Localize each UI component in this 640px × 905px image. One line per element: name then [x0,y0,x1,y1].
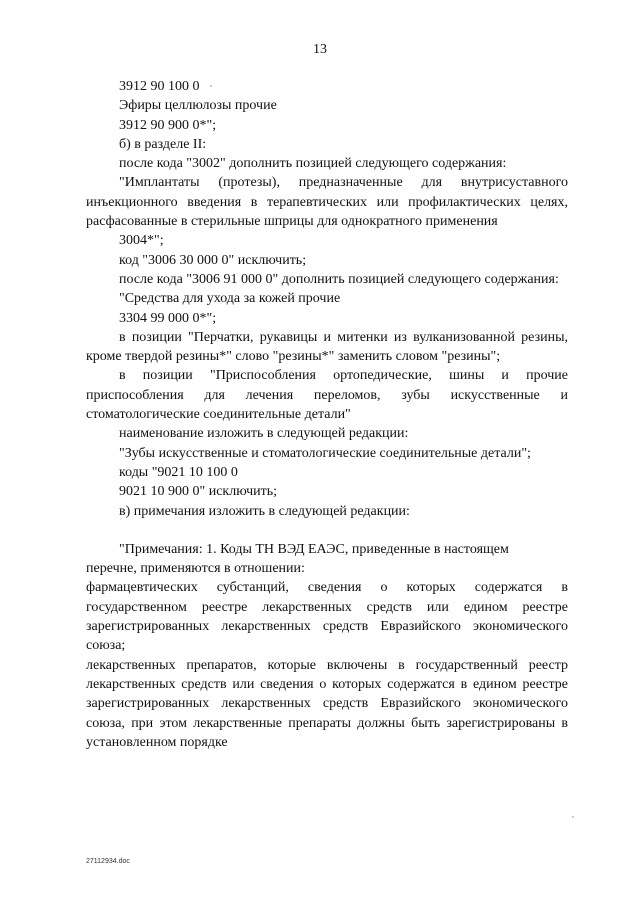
scan-speck [210,85,212,87]
paragraph-gap [86,521,568,540]
notes-block [86,540,568,752]
item-name-line: "Средства для ухода за кожей прочие [119,291,341,307]
instruction-line: после кода "3002" дополнить позицией следующего содержания: [119,156,507,172]
notes-paragraph: лекарственных препаратов, которые включены в государственный реестр лекарственных средств или сведения о которых содержатся в едином реестре зарегистрированных лекарственных средств Евразийского экономического союза, при этом лекарственные препараты должны быть зарегистрированы в установленном порядке [86,657,568,750]
instruction-line: код "3006 30 000 0" исключить; [119,252,307,268]
code-line: 9021 10 900 0" исключить; [119,484,278,500]
scan-speck [572,816,574,818]
notes-heading: "Примечания: 1. Коды ТН ВЭД ЕАЭС, приведенные в настоящем [119,541,509,557]
code-line: 3004*"; [119,233,164,249]
quoted-item-paragraph: "Имплантаты (протезы), предназначенные для внутрисуставного инъекционного введения в терапевтических или профилактических целях, расфасованные в стерильные шприцы для однократного применения [86,175,568,230]
item-name-line: "Зубы искусственные и стоматологические соединительные детали"; [119,445,531,461]
instruction-paragraph: в позиции "Перчатки, рукавицы и митенки из вулканизованной резины, кроме твердой резины*" слово "резины*" заменить словом "резины"; [86,329,568,365]
code-line: 3912 90 900 0*"; [119,117,217,133]
document-filename: 27112934.doc [86,858,130,865]
notes-continuation: перечне, применяются в отношении: [86,561,305,577]
item-name-line: Эфиры целлюлозы прочие [119,98,277,114]
instruction-paragraph: в позиции "Приспособления ортопедические, шины и прочие приспособления для лечения переломов, зубы искусственные и стоматологические соединительные детали" [86,368,568,423]
code-line: 3912 90 100 0 [119,79,200,94]
code-line: 3304 99 000 0*"; [119,310,217,326]
code-line: коды "9021 10 100 0 [119,464,238,480]
document-body [86,77,568,752]
instruction-line: наименование изложить в следующей редакции: [119,426,409,442]
instruction-paragraph: после кода "3006 91 000 0" дополнить позицией следующего содержания: [119,271,559,287]
notes-paragraph: фармацевтических субстанций, сведения о которых содержатся в государственном реестре лекарственных средств или едином реестре зарегистрированных лекарственных средств Евразийского экономического союза; [86,580,568,654]
section-heading: в) примечания изложить в следующей редакции: [119,503,410,519]
page-number: 13 [313,42,327,57]
section-heading: б) в разделе II: [119,136,207,152]
